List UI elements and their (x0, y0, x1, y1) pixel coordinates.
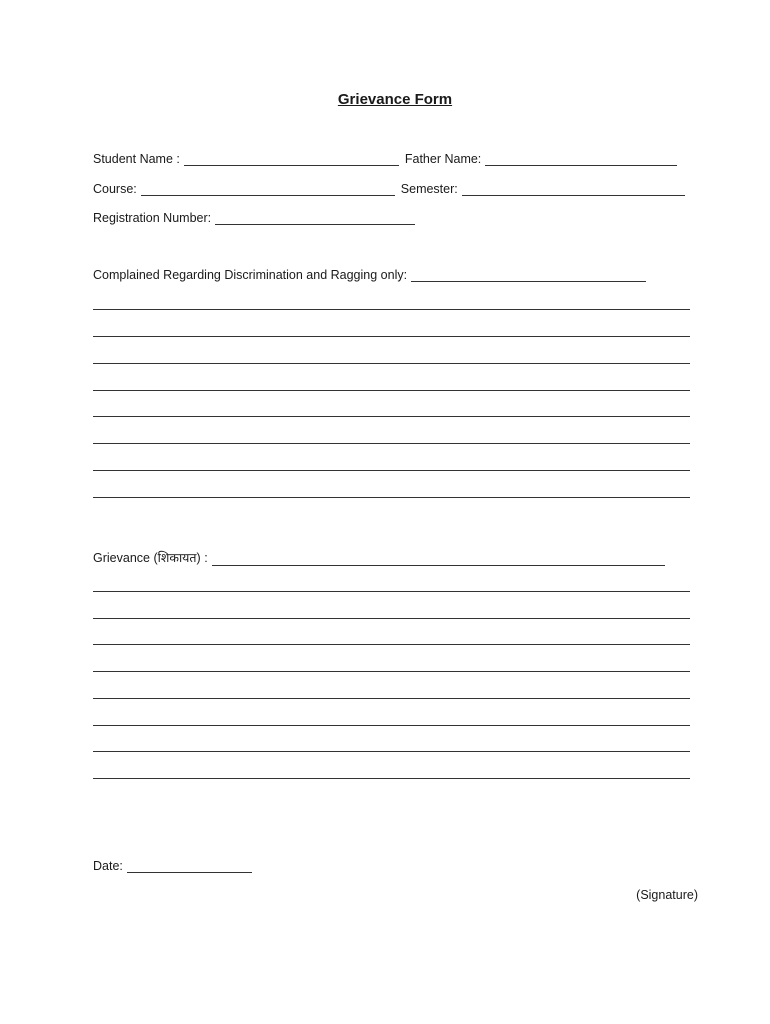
semester-label: Semester: (400, 182, 458, 196)
grievance-line[interactable] (93, 778, 690, 779)
complaint-label: Complained Regarding Discrimination and Ragging only: (93, 268, 408, 282)
father-name-field[interactable] (485, 153, 677, 166)
complaint-line[interactable] (93, 443, 690, 444)
registration-row (93, 211, 415, 225)
grievance-line[interactable] (93, 725, 690, 726)
signature-label: (Signature) (636, 888, 698, 902)
grievance-line[interactable] (93, 618, 690, 619)
student-name-label: Student Name : (93, 152, 180, 166)
registration-label: Registration Number: (93, 211, 212, 225)
date-field[interactable] (127, 860, 252, 873)
grievance-line[interactable] (93, 591, 690, 592)
date-label: Date: (93, 859, 123, 873)
complaint-line[interactable] (93, 390, 690, 391)
complaint-field[interactable] (411, 269, 646, 282)
complaint-line[interactable] (93, 497, 690, 498)
course-row (93, 182, 685, 196)
date-row (93, 859, 252, 873)
complaint-line[interactable] (93, 416, 690, 417)
student-name-row (93, 152, 677, 166)
complaint-line[interactable] (93, 470, 690, 471)
semester-field[interactable] (462, 183, 685, 196)
student-name-field[interactable] (184, 153, 399, 166)
course-label: Course: (93, 182, 137, 196)
father-name-label: Father Name: (404, 152, 482, 166)
grievance-line[interactable] (93, 698, 690, 699)
complaint-row (93, 268, 646, 282)
form-title: Grievance Form (337, 91, 453, 108)
registration-field[interactable] (215, 212, 415, 225)
grievance-label: Grievance (शिकायत) : (93, 551, 208, 565)
grievance-field[interactable] (212, 553, 665, 566)
grievance-row (93, 549, 665, 566)
grievance-line[interactable] (93, 671, 690, 672)
grievance-line[interactable] (93, 644, 690, 645)
course-field[interactable] (141, 183, 395, 196)
complaint-line[interactable] (93, 363, 690, 364)
grievance-line[interactable] (93, 751, 690, 752)
complaint-line[interactable] (93, 336, 690, 337)
complaint-line[interactable] (93, 309, 690, 310)
